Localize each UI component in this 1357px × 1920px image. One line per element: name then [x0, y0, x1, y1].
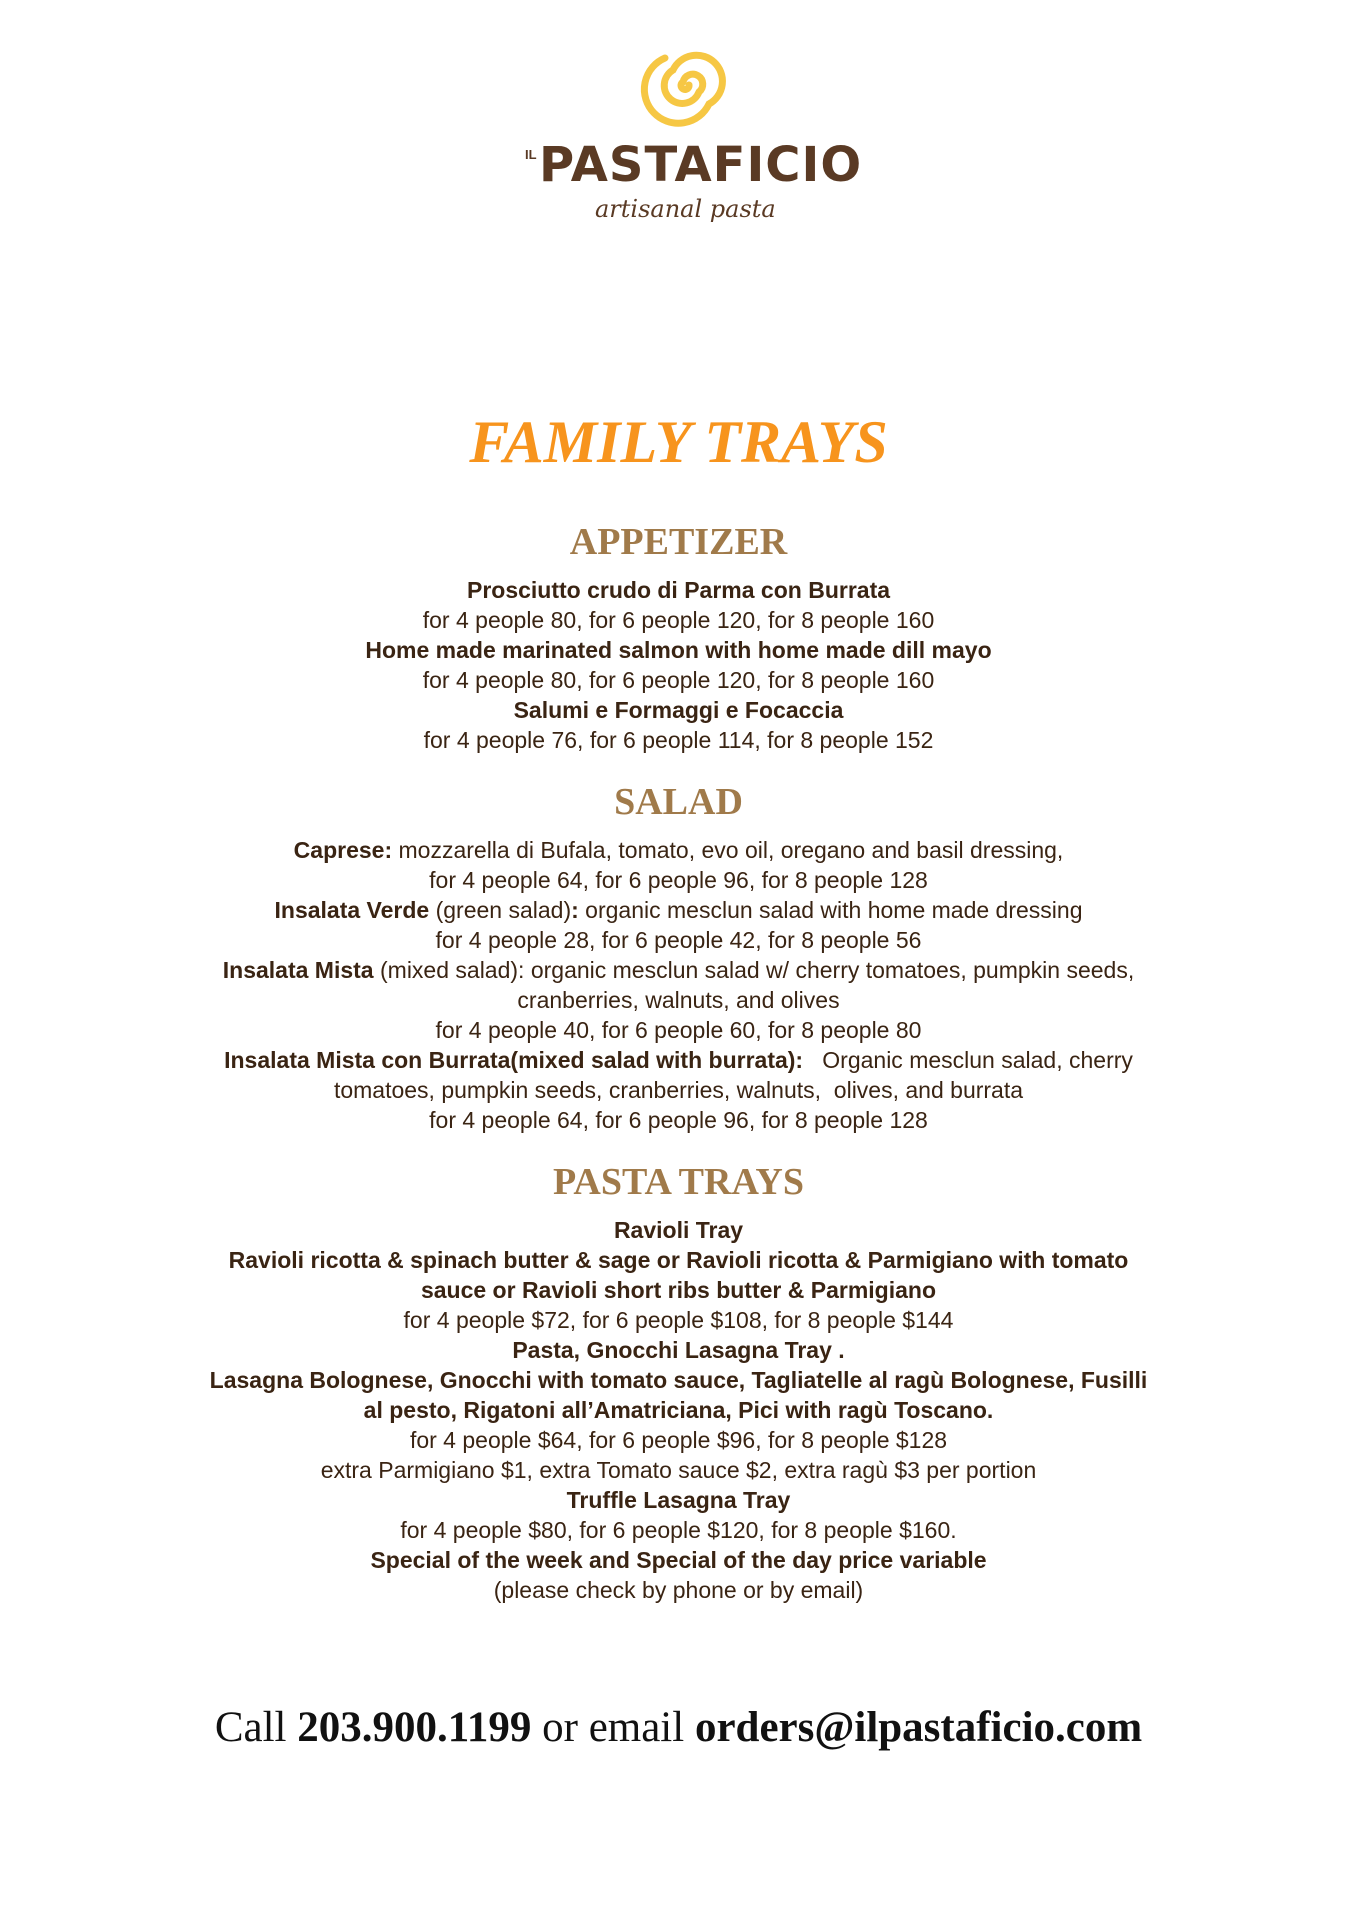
pasta-title: PASTA TRAYS: [553, 1161, 804, 1203]
menu: [0, 405, 1357, 1629]
lasagna-desc-2: al pesto, Rigatoni all’Amatriciana, Pici with ragù Toscano.: [363, 1397, 994, 1423]
mista-burrata-price: for 4 people 64, for 6 people 96, for 8 people 128: [429, 1107, 928, 1133]
verde-price: for 4 people 28, for 6 people 42, for 8 people 56: [435, 927, 922, 953]
email-address[interactable]: orders@ilpastaficio.com: [694, 1704, 1143, 1751]
mista-desc: (mixed salad): organic mesclun salad w/ cherry tomatoes, pumpkin seeds,: [373, 957, 1135, 983]
caprese-name: Caprese:: [293, 837, 393, 863]
verde-paren: (green salad): [429, 897, 572, 923]
special-name: Special of the week and Special of the day price variable: [370, 1547, 987, 1573]
lasagna-price: for 4 people $64, for 6 people $96, for 8 people $128: [409, 1427, 948, 1453]
phone-number[interactable]: 203.900.1199: [297, 1704, 532, 1751]
lasagna-desc-1: Lasagna Bolognese, Gnocchi with tomato sauce, Tagliatelle al ragù Bolognese, Fusilli: [209, 1367, 1148, 1393]
mista-burrata-desc: Organic mesclun salad, cherry: [803, 1047, 1133, 1073]
appetizer-title: APPETIZER: [569, 521, 788, 563]
appetizer-item-name: Home made marinated salmon with home made dill mayo: [365, 637, 992, 663]
mista-burrata-desc-2: tomatoes, pumpkin seeds, cranberries, walnuts, olives, and burrata: [333, 1077, 1024, 1103]
or-email-text: or email: [531, 1704, 695, 1751]
ravioli-desc-1: Ravioli ricotta & spinach butter & sage or Ravioli ricotta & Parmigiano with tomato: [228, 1247, 1129, 1273]
spiral-logo-icon: [637, 35, 737, 135]
contact-footer: [0, 1702, 1357, 1754]
logo-name: PASTAFICIO: [539, 137, 863, 193]
salad-title: SALAD: [614, 781, 743, 823]
special-note: (please check by phone or by email): [493, 1577, 864, 1603]
verde-desc: organic mesclun salad with home made dressing: [578, 897, 1083, 923]
verde-name: Insalata Verde: [274, 897, 430, 923]
caprese-price: for 4 people 64, for 6 people 96, for 8 people 128: [429, 867, 928, 893]
mista-line: [0, 955, 1357, 985]
truffle-name: Truffle Lasagna Tray: [566, 1487, 791, 1513]
mista-desc-2: cranberries, walnuts, and olives: [517, 987, 840, 1013]
logo-tagline: artisanal pasta: [595, 195, 776, 223]
verde-colon: :: [571, 897, 579, 923]
call-text: Call: [214, 1704, 298, 1751]
logo-prefix: IL: [525, 147, 537, 162]
appetizer-item-price: for 4 people 80, for 6 people 120, for 8 people 160: [422, 607, 935, 633]
caprese-desc: mozzarella di Bufala, tomato, evo oil, oregano and basil dressing,: [392, 837, 1064, 863]
mista-burrata-line: [0, 1045, 1357, 1075]
caprese-line: [0, 835, 1357, 865]
lasagna-name: Pasta, Gnocchi Lasagna Tray .: [512, 1337, 845, 1363]
appetizer-item-name: Salumi e Formaggi e Focaccia: [513, 697, 844, 723]
verde-line: [0, 895, 1357, 925]
mista-burrata-name: Insalata Mista con Burrata(mixed salad with burrata):: [224, 1047, 804, 1073]
ravioli-name: Ravioli Tray: [613, 1217, 744, 1243]
pasta-section: [0, 1159, 1357, 1605]
lasagna-extras: extra Parmigiano $1, extra Tomato sauce $2, extra ragù $3 per portion: [320, 1457, 1037, 1483]
truffle-price: for 4 people $80, for 6 people $120, for 8 people $160.: [400, 1517, 957, 1543]
page-title: FAMILY TRAYS: [469, 409, 888, 475]
appetizer-item-price: for 4 people 76, for 6 people 114, for 8 people 152: [423, 727, 934, 753]
appetizer-section: [0, 519, 1357, 755]
ravioli-price: for 4 people $72, for 6 people $108, for 8 people $144: [403, 1307, 954, 1333]
mista-price: for 4 people 40, for 6 people 60, for 8 people 80: [435, 1017, 922, 1043]
salad-section: [0, 779, 1357, 1135]
mista-name: Insalata Mista: [222, 957, 374, 983]
ravioli-desc-2: sauce or Ravioli short ribs butter & Parmigiano: [420, 1277, 937, 1303]
appetizer-item-price: for 4 people 80, for 6 people 120, for 8 people 160: [422, 667, 935, 693]
appetizer-item-name: Prosciutto crudo di Parma con Burrata: [466, 577, 891, 603]
logo: [525, 35, 863, 235]
